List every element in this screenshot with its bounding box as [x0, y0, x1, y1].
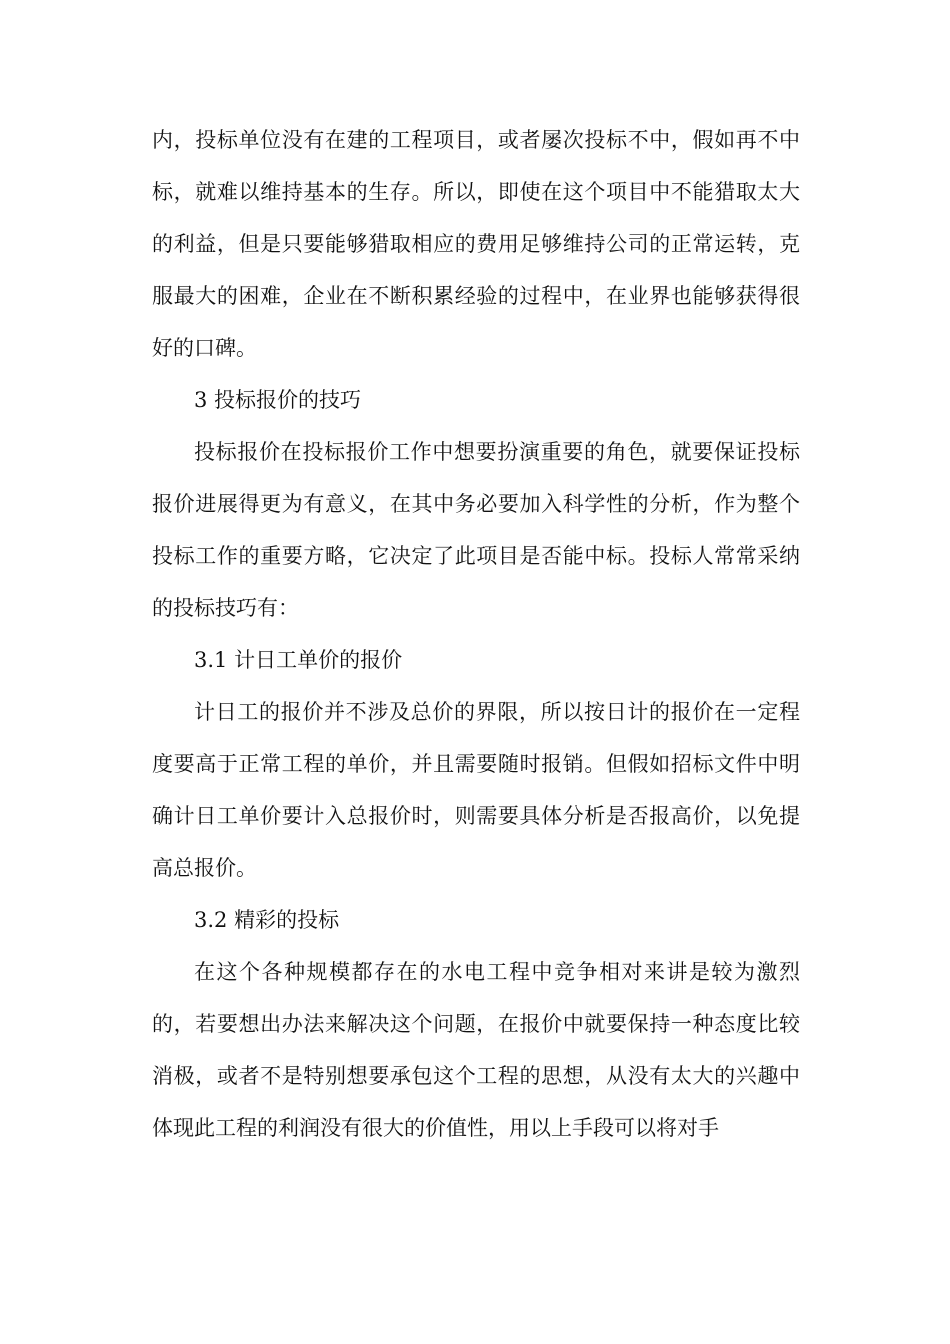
section-heading-3: 3 投标报价的技巧	[194, 388, 362, 412]
paragraph-continuation: 内，投标单位没有在建的工程项目，或者屡次投标不中，假如再不中标，就难以维持基本的生存。所以，即使在这个项目中不能猎取太大的利益，但是只要能够猎取相应的费用足够维持公司的正常运转，克服最大的困难，企业在不断积累经验的过程中，在业界也能够获得很好的口碑。	[152, 128, 800, 360]
paragraph-excellent-bidding: 在这个各种规模都存在的水电工程中竞争相对来讲是较为激烈的，若要想出办法来解决这个问题，在报价中就要保持一种态度比较消极，或者不是特别想要承包这个工程的思想，从没有太大的兴趣中体现此工程的利润没有很大的价值性，用以上手段可以将对手	[152, 960, 800, 1140]
section-heading-3-2: 3.2 精彩的投标	[194, 908, 340, 932]
document-body	[152, 114, 800, 1154]
paragraph-bidding-techniques: 投标报价在投标报价工作中想要扮演重要的角色，就要保证投标报价进展得更为有意义，在其中务必要加入科学性的分析，作为整个投标工作的重要方略，它决定了此项目是否能中标。投标人常常采纳的投标技巧有：	[152, 440, 800, 620]
section-heading-3-1: 3.1 计日工单价的报价	[194, 648, 403, 672]
paragraph-day-work-pricing: 计日工的报价并不涉及总价的界限，所以按日计的报价在一定程度要高于正常工程的单价，并且需要随时报销。但假如招标文件中明确计日工单价要计入总报价时，则需要具体分析是否报高价，以免提高总报价。	[152, 700, 800, 880]
